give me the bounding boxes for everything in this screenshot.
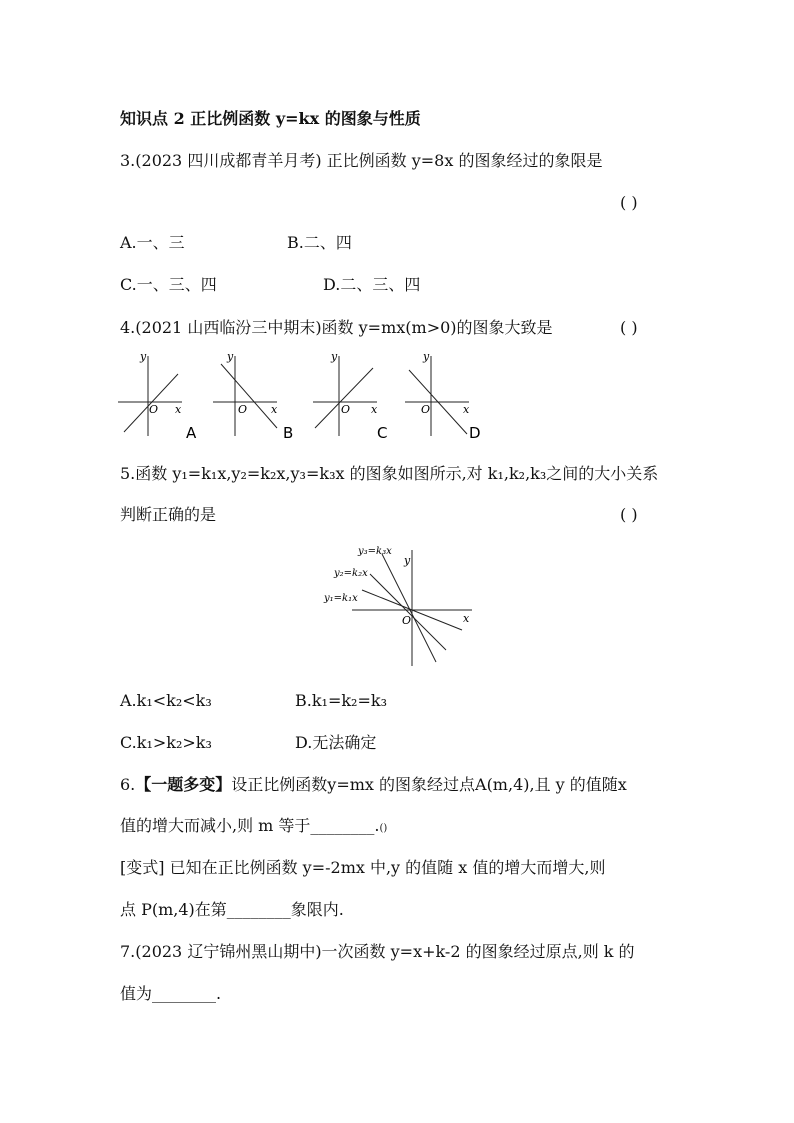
q3-option-d[interactable]: D.二、三、四	[323, 275, 421, 294]
q5-option-b[interactable]: B.k₁=k₂=k₃	[295, 691, 387, 710]
q4-stem: 4.(2021 山西临汾三中期末)函数 y=mx(m>0)的图象大致是	[120, 318, 553, 337]
q4-d-origin: O	[421, 403, 431, 416]
q4-answer-paren: ( )	[620, 318, 638, 337]
q5-answer-paren: ( )	[620, 505, 638, 524]
q5-label-y2: y₂=k₂x	[334, 568, 368, 579]
q4-a-origin: O	[149, 403, 159, 416]
q7-stem-line2: 值为________.	[120, 984, 222, 1003]
q4-b-origin: O	[238, 403, 248, 416]
q6-stem-text: 设正比例函数y=mx 的图象经过点A(m,4),且 y 的值随x	[231, 775, 627, 794]
q4-c-axis-x: x	[371, 403, 378, 416]
q4-graph-b[interactable]	[213, 350, 303, 440]
q3-option-a[interactable]: A.一、三	[120, 233, 185, 252]
q4-b-label: B	[283, 424, 294, 442]
q5-figure	[322, 538, 482, 668]
q5-line-y2	[370, 574, 446, 650]
q5-stem-line1: 5.函数 y₁=k₁x,y₂=k₂x,y₃=k₃x 的图象如图所示,对 k₁,k₂,k₃之间的大小关系	[120, 464, 659, 483]
q5-axis-y: y	[404, 554, 411, 567]
q5-option-d[interactable]: D.无法确定	[295, 733, 377, 752]
q5-label-y3: y₃=k₃x	[358, 546, 392, 557]
q3-answer-paren: ( )	[620, 193, 638, 212]
q7-stem-line1: 7.(2023 辽宁锦州黑山期中)一次函数 y=x+k-2 的图象经过原点,则 k 的	[120, 942, 635, 961]
q3-stem: 3.(2023 四川成都青羊月考) 正比例函数 y=8x 的图象经过的象限是	[120, 151, 603, 170]
q4-c-origin: O	[341, 403, 351, 416]
q3-option-b[interactable]: B.二、四	[287, 233, 352, 252]
q5-stem-line2: 判断正确的是	[120, 505, 217, 524]
q5-label-y1: y₁=k₁x	[324, 593, 358, 604]
q5-option-c[interactable]: C.k₁>k₂>k₃	[120, 733, 212, 752]
q5-line-y3	[382, 554, 436, 662]
q3-option-c[interactable]: C.一、三、四	[120, 275, 217, 294]
q4-b-axis-y: y	[227, 350, 234, 363]
q6-tag: 【一题多变】	[135, 775, 232, 794]
q6-number: 6.	[120, 775, 136, 794]
q4-d-axis-y: y	[423, 350, 430, 363]
q4-a-label: A	[186, 424, 197, 442]
q4-graph-a[interactable]	[118, 350, 208, 440]
q4-c-axis-y: y	[331, 350, 338, 363]
q5-option-a[interactable]: A.k₁<k₂<k₃	[120, 691, 212, 710]
q4-c-label: C	[377, 424, 388, 442]
q5-origin: O	[402, 614, 412, 627]
q6-stem-line2-tail: ()	[379, 823, 388, 834]
q4-d-axis-x: x	[463, 403, 470, 416]
q4-graph-c[interactable]	[313, 350, 403, 440]
q6-variant-line2: 点 P(m,4)在第________象限内.	[120, 900, 344, 919]
q4-a-axis-y: y	[140, 350, 147, 363]
q5-axis-x: x	[463, 612, 470, 625]
q4-a-axis-x: x	[175, 403, 182, 416]
q6-variant-line1: [变式] 已知在正比例函数 y=-2mx 中,y 的值随 x 值的增大而增大,则	[120, 858, 606, 877]
q6-stem-line2	[120, 815, 387, 840]
q6-stem-line1	[120, 774, 627, 796]
section-title: 知识点 2 正比例函数 y=kx 的图象与性质	[120, 109, 421, 128]
q4-graph-d[interactable]	[405, 350, 495, 440]
q6-stem-line2-text: 值的增大而减小,则 m 等于________.	[120, 816, 380, 835]
q4-b-axis-x: x	[271, 403, 278, 416]
q4-d-label: D	[469, 424, 481, 442]
